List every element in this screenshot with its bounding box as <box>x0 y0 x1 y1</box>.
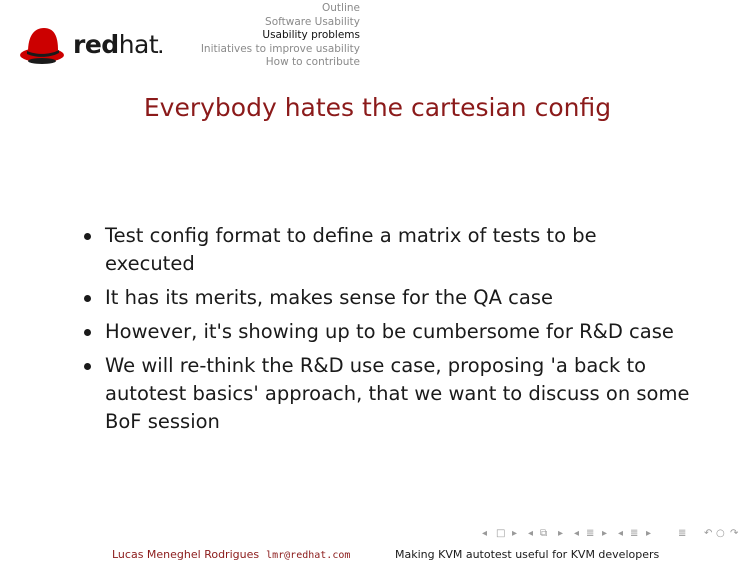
nav-prev-slide-icon[interactable]: ◂ <box>482 528 488 539</box>
beamer-navigation <box>482 527 750 541</box>
author-email: lmr@redhat.com <box>266 550 351 561</box>
nav-frame-icon[interactable]: ⧉ <box>540 528 548 539</box>
outline-item-how-to-contribute[interactable]: How to contribute <box>265 56 360 68</box>
author-name: Lucas Meneghel Rodrigues <box>112 548 260 561</box>
nav-prev-section-icon[interactable]: ◂ <box>618 528 624 539</box>
bullet-text: However, it's showing up to be cumbersome for R&D case <box>105 320 674 343</box>
nav-prev-subsection-icon[interactable]: ◂ <box>574 528 580 539</box>
outline-item-software-usability[interactable]: Software Usability <box>265 15 360 28</box>
bullet-dot-icon <box>84 295 91 302</box>
bullet-item <box>80 222 690 278</box>
bullet-text: Test config format to define a matrix of tests to be executed <box>105 224 597 275</box>
nav-back-icon[interactable]: ↶ <box>704 528 713 539</box>
nav-next-slide-icon[interactable]: ▸ <box>512 528 518 539</box>
footer-author <box>112 548 350 561</box>
outline-item-initiatives[interactable]: Initiatives to improve usability <box>200 42 360 55</box>
section-outline <box>201 2 360 70</box>
shadowman-icon <box>18 24 70 66</box>
bullet-item <box>80 284 690 312</box>
bullet-list <box>80 222 690 442</box>
nav-forward-icon[interactable]: ↷ <box>730 528 739 539</box>
bullet-dot-icon <box>84 363 91 370</box>
bullet-dot-icon <box>84 233 91 240</box>
redhat-logo <box>18 24 163 66</box>
bullet-dot-icon <box>84 329 91 336</box>
nav-section-icon[interactable]: ≣ <box>630 528 639 539</box>
bullet-text: We will re-think the R&D use case, proposing 'a back to autotest basics' approach, that we want to discuss on some BoF session <box>105 354 690 433</box>
footer-talk-title: Making KVM autotest useful for KVM developers <box>395 548 660 561</box>
nav-prev-frame-icon[interactable]: ◂ <box>528 528 534 539</box>
slide-title: Everybody hates the cartesian config <box>143 93 612 122</box>
nav-align-icon[interactable]: ≣ <box>678 528 687 539</box>
nav-next-subsection-icon[interactable]: ▸ <box>602 528 608 539</box>
outline-item-outline[interactable]: Outline <box>322 2 360 14</box>
nav-next-section-icon[interactable]: ▸ <box>646 528 652 539</box>
redhat-wordmark: redhat. <box>73 30 163 59</box>
nav-subsection-icon[interactable]: ≣ <box>586 528 595 539</box>
nav-next-frame-icon[interactable]: ▸ <box>558 528 564 539</box>
outline-item-usability-problems[interactable]: Usability problems <box>262 29 360 41</box>
bullet-item <box>80 318 690 346</box>
nav-search-icon[interactable]: ○ <box>716 528 725 539</box>
bullet-item <box>80 352 690 436</box>
nav-slide-icon[interactable]: □ <box>496 528 506 539</box>
bullet-text: It has its merits, makes sense for the QA case <box>105 286 554 309</box>
